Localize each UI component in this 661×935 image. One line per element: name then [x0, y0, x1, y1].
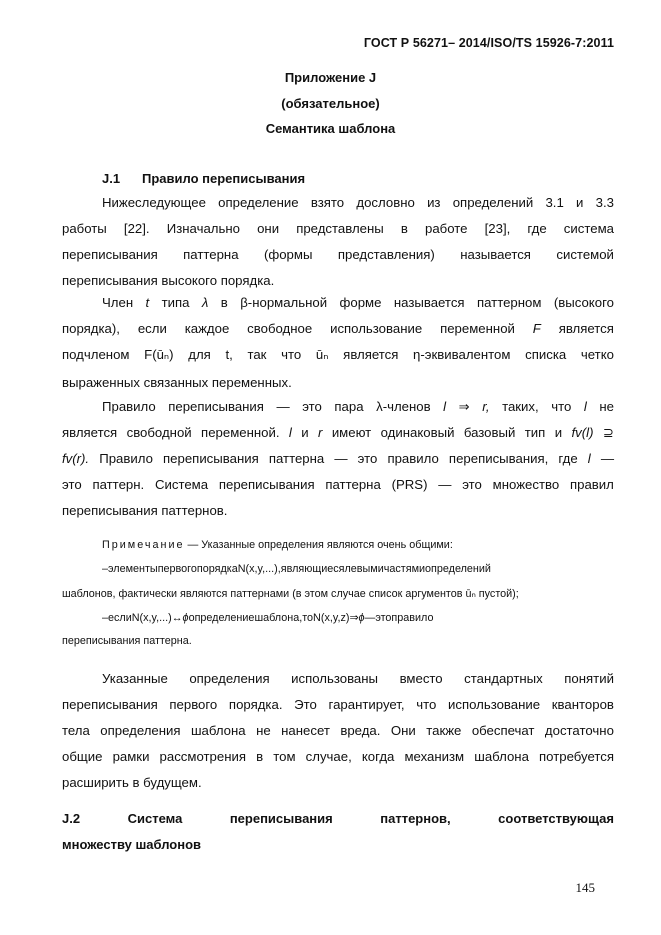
word: — — [600, 451, 614, 466]
word: понятий — [564, 671, 614, 686]
word: 3.1 — [545, 195, 564, 210]
word: когда — [361, 749, 395, 764]
word: использованы — [291, 671, 379, 686]
word: определений — [425, 563, 491, 575]
word: Правило — [99, 451, 153, 466]
word: не — [256, 723, 271, 738]
word: переписывания, — [448, 451, 549, 466]
word: системой — [556, 247, 614, 262]
paragraph-4 — [62, 666, 614, 796]
section2-word-4: соответствующая — [498, 811, 614, 826]
word: также — [426, 723, 462, 738]
word: то — [302, 612, 314, 624]
word: z) — [340, 612, 350, 624]
word: определение — [218, 195, 299, 210]
word: ϕ — [182, 612, 189, 624]
word: переписывания — [168, 399, 264, 414]
word: свободной — [126, 425, 192, 440]
word: t — [145, 295, 150, 310]
para1-line-1 — [62, 190, 614, 216]
word: левыми — [344, 563, 384, 575]
word: каждое — [184, 321, 230, 336]
word: свободное — [247, 321, 313, 336]
word: тела — [62, 723, 90, 738]
word: правило — [387, 451, 439, 466]
word: случае, — [305, 749, 352, 764]
word: таких, — [502, 399, 539, 414]
word: базовый — [463, 425, 516, 440]
section2-word-2: переписывания — [229, 811, 333, 826]
word: гарантирует, — [328, 697, 405, 712]
note-item2-line2: переписывания паттерна. — [62, 635, 192, 647]
word: y, — [332, 612, 341, 624]
word: работы — [62, 221, 107, 236]
word: обеспечат — [471, 723, 535, 738]
word: если — [137, 321, 167, 336]
word: достаточно — [544, 723, 614, 738]
word: r, — [482, 399, 490, 414]
word: дословно — [356, 195, 415, 210]
word: порядка), — [62, 321, 120, 336]
para2-line-1 — [62, 290, 614, 316]
word: переписывания — [62, 247, 158, 262]
word: y,...) — [151, 612, 172, 624]
word: (формы — [263, 247, 313, 262]
word: общие — [62, 749, 103, 764]
word: y,...), — [257, 563, 281, 575]
word: что — [281, 347, 302, 362]
word: система — [563, 221, 614, 236]
word: списка — [525, 347, 567, 362]
word: это — [462, 477, 482, 492]
word: правило — [391, 612, 434, 624]
para3-line-2 — [62, 420, 614, 446]
word: вместо — [399, 671, 443, 686]
para1-line-2 — [62, 216, 614, 242]
section-title: Правило переписывания — [142, 171, 306, 186]
word: N(x, — [313, 612, 333, 624]
standard-header: ГОСТ Р 56271– 2014/ISO/TS 15926-7:2011 — [363, 36, 614, 50]
page-number: 145 — [575, 880, 595, 895]
word: так — [247, 347, 267, 362]
word: и — [576, 195, 584, 210]
section2-word-1: Система — [127, 811, 183, 826]
para3-line-3 — [62, 446, 614, 472]
word: ⇒ — [458, 399, 470, 414]
word: переменной — [440, 321, 515, 336]
word: представлены — [296, 221, 384, 236]
word: из — [427, 195, 441, 210]
word: это — [62, 477, 82, 492]
word: l — [583, 399, 587, 414]
word: форме — [339, 295, 382, 310]
word: использование — [447, 697, 541, 712]
word: не — [599, 399, 614, 414]
word: потребуется — [539, 749, 614, 764]
word: fv(r). — [62, 451, 90, 466]
word: в — [400, 221, 408, 236]
word: шаблона — [474, 749, 529, 764]
word: l — [288, 425, 292, 440]
para3-line-4 — [62, 472, 614, 498]
word: паттерном — [476, 295, 542, 310]
word: является — [343, 347, 399, 362]
word: подчленом — [62, 347, 130, 362]
word: где — [527, 221, 547, 236]
para4-line-2 — [62, 692, 614, 718]
word: рамки — [112, 749, 150, 764]
word: называется — [393, 295, 465, 310]
word: паттерна — [325, 477, 381, 492]
para4-line-3 — [62, 718, 614, 744]
word: переписывания — [163, 451, 259, 466]
word: кванторов — [551, 697, 614, 712]
word: первого — [157, 563, 197, 575]
word: использование — [330, 321, 423, 336]
word: рассмотрения — [159, 749, 247, 764]
word: [23], — [484, 221, 511, 236]
word: элементы — [108, 563, 158, 575]
word: Это — [294, 697, 317, 712]
paragraph-2 — [62, 290, 614, 396]
section-heading-j2 — [62, 811, 614, 837]
para1-line-4: переписывания высокого порядка. — [62, 273, 275, 288]
appendix-subtitle: Семантика шаблона — [265, 121, 396, 136]
word: l — [587, 451, 591, 466]
word: где — [558, 451, 578, 466]
word: что — [416, 697, 437, 712]
word: N(x, — [131, 612, 152, 624]
word: определение — [188, 612, 255, 624]
word: является — [62, 425, 118, 440]
section-heading-j1 — [102, 171, 305, 186]
word: шаблона — [190, 723, 246, 738]
word: — — [364, 612, 376, 624]
word: типа — [161, 295, 190, 310]
word: вреда. — [340, 723, 381, 738]
para4-line-1 — [62, 666, 614, 692]
word: и — [301, 425, 309, 440]
word: представления) — [337, 247, 435, 262]
word: ūₙ — [315, 347, 329, 362]
word: нанесет — [281, 723, 330, 738]
word: определения — [189, 671, 270, 686]
note-item1-line2: шаблонов, фактически являются паттернами (в этом случае список аргументов ūₙ пустой); — [62, 588, 519, 600]
word: паттерна — [268, 451, 325, 466]
word: шаблона, — [254, 612, 303, 624]
word: является — [558, 321, 614, 336]
word: механизм — [404, 749, 465, 764]
appendix-status: (обязательное) — [281, 96, 380, 111]
word: Указанные — [102, 671, 168, 686]
para1-line-3 — [62, 242, 614, 268]
note-block — [62, 539, 614, 659]
paragraph-3 — [62, 394, 614, 524]
word: F — [532, 321, 541, 336]
word: N(x, — [237, 563, 258, 575]
word: Нижеследующее — [102, 195, 206, 210]
word: для — [188, 347, 211, 362]
word: работе — [425, 221, 468, 236]
note-intro — [62, 539, 614, 563]
word: l — [443, 399, 447, 414]
word: — — [438, 477, 452, 492]
word: Член — [102, 295, 134, 310]
word: в — [220, 295, 228, 310]
section2-title-line1 — [62, 811, 614, 837]
note-text: — Указанные определения являются очень общими: — [184, 539, 453, 551]
word: порядка — [196, 563, 238, 575]
appendix-title: Приложение J — [284, 70, 377, 85]
para2-line-4: выраженных связанных переменных. — [62, 375, 292, 390]
word: ⊇ — [602, 425, 614, 440]
word: ϕ — [358, 612, 365, 624]
word: если — [108, 612, 132, 624]
paragraph-1 — [62, 190, 614, 294]
word: fv(l) — [571, 425, 594, 440]
word: ↔ — [171, 612, 183, 624]
para4-line-4 — [62, 744, 614, 770]
note-item1-line1 — [62, 563, 614, 587]
word: взято — [310, 195, 345, 210]
word: частями — [383, 563, 426, 575]
word: t, — [225, 347, 233, 362]
word: стандартных — [464, 671, 543, 686]
section-number: J.1 — [102, 171, 121, 186]
word: являющиеся — [280, 563, 345, 575]
word: множество — [492, 477, 560, 492]
word: определения — [100, 723, 181, 738]
word: паттерна — [183, 247, 239, 262]
word: — — [334, 451, 348, 466]
word: Правило — [102, 399, 156, 414]
word: одинаковый — [380, 425, 455, 440]
word: переписывания — [62, 697, 158, 712]
note-label: Примечание — [102, 539, 185, 551]
word: определений — [452, 195, 534, 210]
word: – — [102, 612, 109, 624]
section2-number: J.2 — [62, 811, 81, 826]
word: они — [257, 221, 280, 236]
word: в — [256, 749, 264, 764]
word: — — [276, 399, 290, 414]
word: Система — [154, 477, 209, 492]
word: это — [357, 451, 378, 466]
word: первого — [169, 697, 218, 712]
word: пара — [334, 399, 364, 414]
word: – — [102, 563, 109, 575]
para3-line-5: переписывания паттернов. — [62, 503, 228, 518]
word: λ — [201, 295, 209, 310]
word: и — [554, 425, 563, 440]
word: β-нормальной — [240, 295, 328, 310]
word: (PRS) — [391, 477, 428, 492]
word: [22]. — [123, 221, 150, 236]
word: r — [318, 425, 323, 440]
word: правил — [569, 477, 614, 492]
word: что — [551, 399, 572, 414]
para2-line-3 — [62, 342, 614, 368]
word: переменной. — [201, 425, 280, 440]
word: η-эквивалентом — [413, 347, 511, 362]
word: это — [375, 612, 392, 624]
word: том — [273, 749, 296, 764]
word: Они — [390, 723, 416, 738]
note-item2-line1 — [62, 611, 614, 635]
word: Изначально — [166, 221, 240, 236]
word: порядка. — [228, 697, 283, 712]
section2-title-line2: множеству шаблонов — [62, 837, 202, 852]
word: переписывания — [218, 477, 315, 492]
word: (высокого — [553, 295, 614, 310]
para3-line-1 — [62, 394, 614, 420]
word: F(ūₙ) — [144, 347, 174, 362]
word: 3.3 — [595, 195, 614, 210]
word: тип — [524, 425, 546, 440]
para4-line-5: расширить в будущем. — [62, 775, 202, 790]
word: λ-членов — [376, 399, 431, 414]
word: паттерн. — [92, 477, 145, 492]
word: это — [302, 399, 322, 414]
para2-line-2 — [62, 316, 614, 342]
word: называется — [460, 247, 531, 262]
word: четко — [580, 347, 614, 362]
word: ⇒ — [349, 612, 359, 624]
word: имеют — [331, 425, 372, 440]
section2-word-3: паттернов, — [380, 811, 451, 826]
